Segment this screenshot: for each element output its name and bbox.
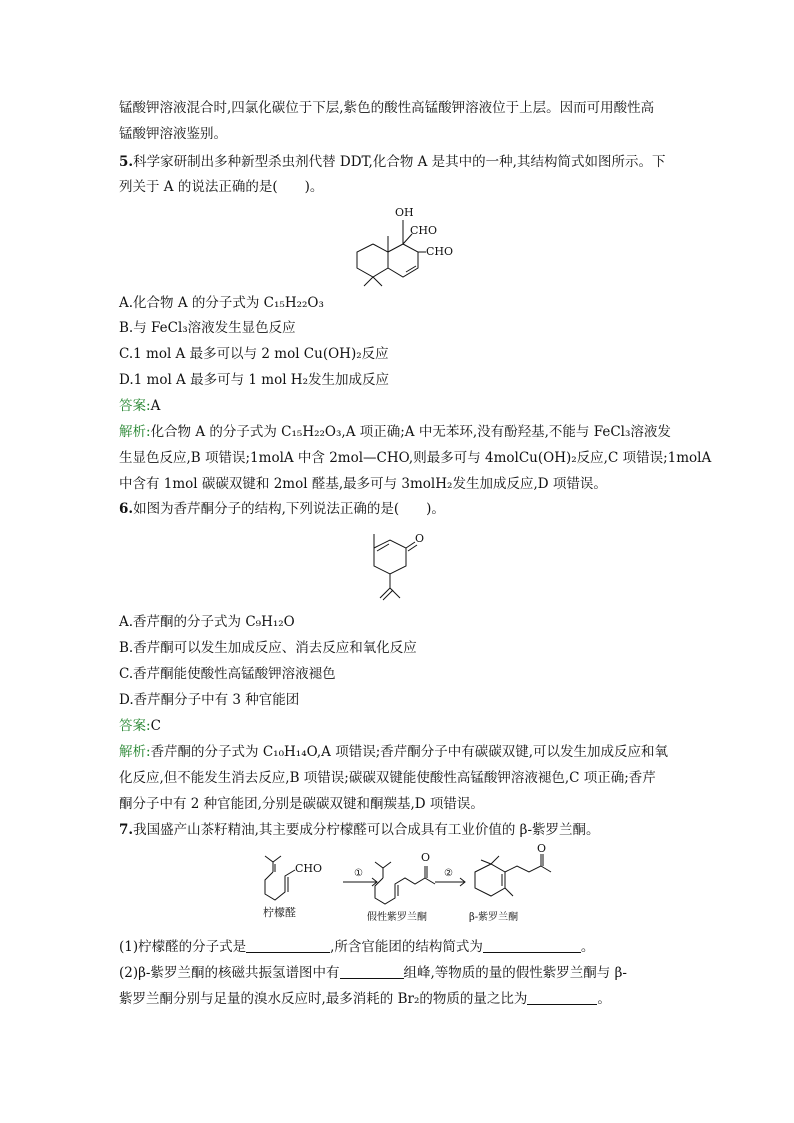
q5-analysis-label: 解析: [119, 424, 151, 440]
q6-answer-value: C [150, 718, 161, 734]
q5-analysis-line-3: 中含有 1mol 碳碳双键和 2mol 醛基,最多可与 3molH₂发生加成反应,D 项错误。 [119, 476, 607, 492]
q7-part-1-text-c: 。 [580, 939, 595, 955]
q7-part-2-text-d: 。 [597, 991, 611, 1007]
q6-analysis-line-3: 酮分子中有 2 种官能团,分别是碳碳双键和酮羰基,D 项错误。 [119, 796, 484, 812]
q7-beta-ionone-name: β-紫罗兰酮 [469, 912, 519, 923]
q7-cho-label: CHO [295, 862, 323, 875]
q7-step-1-label: ① [354, 868, 363, 879]
q6-analysis-line-1 [119, 742, 668, 762]
q6-stem-text: 如图为香芹酮分子的结构,下列说法正确的是( )。 [133, 501, 445, 517]
q7-part-2-line-2 [119, 989, 611, 1009]
q5-answer [119, 396, 160, 416]
q7-pseudo-ionone-oxygen: O [421, 851, 431, 864]
q6-option-a: A.香芹酮的分子式为 C₉H₁₂O [119, 614, 295, 630]
q7-part-1-blank-1[interactable] [246, 938, 330, 953]
q7-part-2-text-c: 紫罗兰酮分别与足量的溴水反应时,最多消耗的 Br₂的物质的量之比为 [119, 991, 528, 1007]
q7-part-2-text-a: (2)β-紫罗兰酮的核磁共振氢谱图中有 [119, 965, 340, 981]
q5-option-a: A.化合物 A 的分子式为 C₁₅H₂₂O₃ [119, 295, 324, 311]
q6-option-d: D.香芹酮分子中有 3 种官能团 [119, 692, 300, 708]
q7-part-1-text-a: (1)柠檬醛的分子式是 [119, 939, 247, 955]
q7-beta-ionone-oxygen: O [537, 842, 547, 855]
q6-oxygen-label: O [415, 532, 425, 545]
q7-stem-text: 我国盛产山茶籽精油,其主要成分柠檬醛可以合成具有工业价值的 β-紫罗兰酮。 [133, 822, 600, 838]
q7-reaction-scheme [255, 842, 555, 928]
q7-step-2-label: ② [444, 868, 453, 879]
q5-stem-line-1 [119, 152, 665, 172]
q5-number: 5. [119, 154, 134, 170]
q5-answer-value: A [150, 398, 161, 414]
q7-part-2-text-b: 组峰,等物质的量的假性紫罗兰酮与 β- [403, 965, 627, 981]
q7-pseudo-ionone-name: 假性紫罗兰酮 [367, 912, 427, 923]
q5-answer-label: 答案: [119, 398, 151, 414]
q5-analysis-line-1 [119, 422, 671, 442]
q7-citral-name: 柠檬醛 [263, 906, 296, 919]
q7-part-2-line-1 [119, 963, 627, 983]
q6-number: 6. [119, 501, 134, 517]
intro-line-2: 锰酸钾溶液鉴别。 [119, 126, 227, 142]
q5-structure-figure [340, 200, 460, 290]
q5-option-b: B.与 FeCl₃溶液发生显色反应 [119, 320, 296, 336]
intro-line-1: 锰酸钾溶液混合时,四氯化碳位于下层,紫色的酸性高锰酸钾溶液位于上层。因而可用酸性高 [119, 100, 655, 116]
q5-analysis-line-2: 生显色反应,B 项错误;1molA 中含 2mol—CHO,则最多可与 4molCu(OH)₂反应,C 项错误;1molA [119, 450, 712, 466]
q6-option-c: C.香芹酮能使酸性高锰酸钾溶液褪色 [119, 666, 336, 682]
q5-cho-label-2: CHO [426, 245, 454, 258]
q5-stem-text: 科学家研制出多种新型杀虫剂代替 DDT,化合物 A 是其中的一种,其结构简式如图所示。下 [133, 154, 666, 170]
q5-option-d: D.1 mol A 最多可与 1 mol H₂发生加成反应 [119, 372, 389, 388]
q5-option-c: C.1 mol A 最多可以与 2 mol Cu(OH)₂反应 [119, 346, 389, 362]
q7-part-2-blank-1[interactable] [340, 964, 404, 979]
q5-analysis-text-1: 化合物 A 的分子式为 C₁₅H₂₂O₃,A 项正确;A 中无苯环,没有酚羟基,不能与 FeCl₃溶液发 [150, 424, 671, 440]
q6-answer [119, 716, 161, 736]
q6-analysis-line-2: 化反应,但不能发生消去反应,B 项错误;碳碳双键能使酸性高锰酸钾溶液褪色,C 项正确;香芹 [119, 770, 656, 786]
q6-structure-figure [362, 528, 442, 606]
q6-analysis-text-1: 香芹酮的分子式为 C₁₀H₁₄O,A 项错误;香芹酮分子中有碳碳双键,可以发生加成反应和氧 [150, 744, 669, 760]
q7-number: 7. [119, 822, 134, 838]
q5-cho-label-1: CHO [410, 224, 438, 237]
q5-stem-line-2: 列关于 A 的说法正确的是( )。 [119, 179, 324, 195]
q7-part-2-blank-2[interactable] [527, 990, 597, 1005]
q6-stem-line-1 [119, 499, 445, 519]
q7-part-1-text-b: ,所含官能团的结构简式为 [330, 939, 483, 955]
q6-answer-label: 答案: [119, 718, 151, 734]
q7-stem-line-1 [119, 820, 600, 840]
q6-analysis-label: 解析: [119, 744, 151, 760]
q6-option-b: B.香芹酮可以发生加成反应、消去反应和氧化反应 [119, 640, 417, 656]
q7-part-1-blank-2[interactable] [483, 938, 581, 953]
q5-oh-label: OH [395, 206, 414, 219]
q7-part-1 [119, 937, 594, 957]
